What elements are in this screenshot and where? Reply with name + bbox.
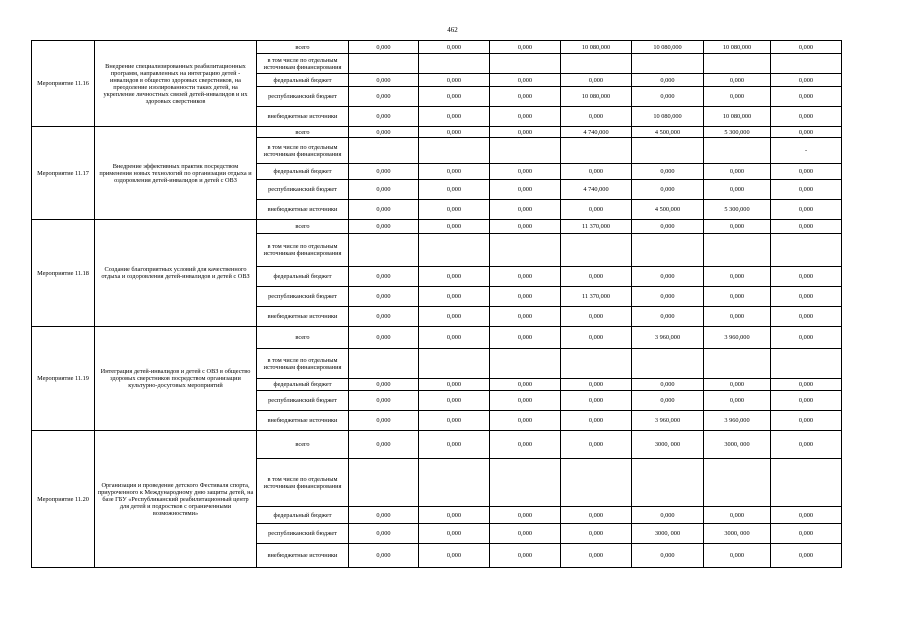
amount-cell: 3000, 000 (632, 524, 704, 544)
amount-cell: 0,000 (561, 307, 632, 327)
amount-cell: 3000, 000 (632, 431, 704, 459)
event-label: Мероприятие 11.16 (32, 41, 95, 127)
funding-source: республиканский бюджет (257, 391, 349, 411)
amount-cell: 11 370,000 (561, 287, 632, 307)
amount-cell: 0,000 (419, 41, 490, 54)
amount-cell (349, 234, 419, 267)
amount-cell: 0,000 (490, 379, 561, 391)
amount-cell: 0,000 (419, 544, 490, 568)
amount-cell (704, 459, 771, 507)
amount-cell: 5 300,000 (704, 200, 771, 220)
funding-source: внебюджетные источники (257, 200, 349, 220)
amount-cell: 0,000 (419, 180, 490, 200)
table-row (32, 220, 842, 234)
amount-cell: 10 080,000 (632, 107, 704, 127)
amount-cell: 0,000 (632, 87, 704, 107)
amount-cell: 0,000 (490, 544, 561, 568)
amount-cell: 0,000 (771, 544, 842, 568)
event-label: Мероприятие 11.20 (32, 431, 95, 568)
amount-cell: 0,000 (561, 431, 632, 459)
amount-cell: 0,000 (490, 107, 561, 127)
funding-source: внебюджетные источники (257, 411, 349, 431)
funding-source: федеральный бюджет (257, 267, 349, 287)
funding-source: всего (257, 327, 349, 349)
amount-cell (349, 459, 419, 507)
amount-cell: 0,000 (419, 524, 490, 544)
amount-cell: 10 080,000 (632, 41, 704, 54)
amount-cell: 0,000 (349, 507, 419, 524)
amount-cell: 0,000 (561, 379, 632, 391)
amount-cell (632, 459, 704, 507)
amount-cell: 0,000 (349, 220, 419, 234)
amount-cell: 0,000 (490, 87, 561, 107)
amount-cell: 0,000 (490, 327, 561, 349)
amount-cell: 0,000 (490, 220, 561, 234)
amount-cell: 0,000 (632, 287, 704, 307)
event-label: Мероприятие 11.18 (32, 220, 95, 327)
amount-cell: 0,000 (419, 307, 490, 327)
amount-cell (419, 54, 490, 74)
amount-cell: 0,000 (419, 164, 490, 180)
amount-cell: 0,000 (632, 164, 704, 180)
funding-source: всего (257, 220, 349, 234)
funding-source: в том числе по отдельным источникам финансирования (257, 459, 349, 507)
amount-cell (632, 234, 704, 267)
amount-cell: - (771, 138, 842, 164)
funding-source: всего (257, 41, 349, 54)
amount-cell: 0,000 (349, 327, 419, 349)
amount-cell: 0,000 (349, 180, 419, 200)
amount-cell: 0,000 (704, 180, 771, 200)
amount-cell: 4 740,000 (561, 180, 632, 200)
amount-cell: 0,000 (771, 391, 842, 411)
amount-cell: 0,000 (490, 200, 561, 220)
amount-cell: 0,000 (771, 41, 842, 54)
amount-cell: 3000, 000 (704, 431, 771, 459)
amount-cell: 0,000 (771, 524, 842, 544)
amount-cell: 10 080,000 (561, 41, 632, 54)
amount-cell: 0,000 (419, 287, 490, 307)
amount-cell: 0,000 (561, 391, 632, 411)
amount-cell: 0,000 (771, 107, 842, 127)
table-row (32, 41, 842, 54)
amount-cell: 5 300,000 (704, 127, 771, 138)
amount-cell (490, 234, 561, 267)
amount-cell: 0,000 (490, 41, 561, 54)
event-label: Мероприятие 11.19 (32, 327, 95, 431)
amount-cell: 0,000 (419, 200, 490, 220)
amount-cell: 0,000 (419, 87, 490, 107)
event-description: Интеграция детей-инвалидов и детей с ОВЗ в общество здоровых сверстников посредством организации культурно-досуговых мероприятий (95, 327, 257, 431)
amount-cell (561, 138, 632, 164)
amount-cell: 11 370,000 (561, 220, 632, 234)
event-description: Создание благоприятных условий для качественного отдыха и оздоровления детей-инвалидов и детей с ОВЗ (95, 220, 257, 327)
amount-cell: 0,000 (771, 431, 842, 459)
amount-cell: 0,000 (632, 74, 704, 87)
amount-cell: 0,000 (349, 411, 419, 431)
funding-source: всего (257, 127, 349, 138)
amount-cell: 0,000 (419, 507, 490, 524)
amount-cell (704, 234, 771, 267)
funding-source: федеральный бюджет (257, 164, 349, 180)
table-row (32, 431, 842, 459)
table-row (32, 127, 842, 138)
amount-cell: 0,000 (349, 391, 419, 411)
amount-cell: 0,000 (490, 431, 561, 459)
amount-cell (490, 459, 561, 507)
amount-cell (419, 234, 490, 267)
funding-source: внебюджетные источники (257, 544, 349, 568)
amount-cell: 0,000 (561, 200, 632, 220)
amount-cell: 0,000 (704, 507, 771, 524)
amount-cell: 0,000 (490, 127, 561, 138)
amount-cell: 0,000 (490, 411, 561, 431)
amount-cell: 0,000 (771, 164, 842, 180)
amount-cell: 0,000 (771, 220, 842, 234)
amount-cell (349, 138, 419, 164)
funding-source: федеральный бюджет (257, 379, 349, 391)
amount-cell (704, 349, 771, 379)
amount-cell (771, 54, 842, 74)
amount-cell: 0,000 (490, 164, 561, 180)
amount-cell: 0,000 (632, 391, 704, 411)
amount-cell: 0,000 (490, 180, 561, 200)
amount-cell: 0,000 (771, 200, 842, 220)
amount-cell (349, 54, 419, 74)
amount-cell (632, 54, 704, 74)
funding-source: республиканский бюджет (257, 287, 349, 307)
amount-cell: 0,000 (632, 379, 704, 391)
amount-cell: 0,000 (349, 74, 419, 87)
amount-cell (561, 459, 632, 507)
amount-cell: 3 960,000 (632, 327, 704, 349)
amount-cell (490, 54, 561, 74)
amount-cell: 0,000 (419, 379, 490, 391)
amount-cell: 0,000 (349, 524, 419, 544)
event-description: Внедрение специализированных реабилитационных программ, направленных на интеграцию детей - инвалидов в общество здоровых сверстников, на преодоление изолированности таких детей, на укрепление личностных связей детей-инвалидов и их здоровых сверстников (95, 41, 257, 127)
amount-cell: 0,000 (349, 544, 419, 568)
amount-cell: 3 960,000 (704, 327, 771, 349)
budget-table (31, 40, 842, 568)
amount-cell: 0,000 (349, 107, 419, 127)
amount-cell (490, 349, 561, 379)
amount-cell: 0,000 (771, 379, 842, 391)
amount-cell: 0,000 (771, 507, 842, 524)
amount-cell: 0,000 (771, 74, 842, 87)
amount-cell: 0,000 (561, 411, 632, 431)
funding-source: федеральный бюджет (257, 74, 349, 87)
amount-cell: 0,000 (632, 307, 704, 327)
amount-cell: 0,000 (490, 307, 561, 327)
event-description: Внедрение эффективных практик посредством применения новых технологий по организации отдыха и оздоровления детей-инвалидов и детей с ОВЗ (95, 127, 257, 220)
amount-cell: 0,000 (704, 544, 771, 568)
amount-cell: 0,000 (349, 431, 419, 459)
amount-cell: 0,000 (704, 391, 771, 411)
amount-cell: 0,000 (561, 524, 632, 544)
amount-cell: 0,000 (349, 200, 419, 220)
amount-cell: 0,000 (490, 287, 561, 307)
amount-cell: 0,000 (704, 164, 771, 180)
amount-cell (349, 349, 419, 379)
amount-cell: 0,000 (490, 524, 561, 544)
amount-cell: 0,000 (349, 41, 419, 54)
amount-cell (419, 459, 490, 507)
amount-cell: 4 740,000 (561, 127, 632, 138)
amount-cell: 4 500,000 (632, 200, 704, 220)
amount-cell (771, 349, 842, 379)
amount-cell: 4 500,000 (632, 127, 704, 138)
amount-cell: 0,000 (490, 507, 561, 524)
amount-cell (771, 234, 842, 267)
funding-source: внебюджетные источники (257, 307, 349, 327)
amount-cell: 0,000 (771, 307, 842, 327)
funding-source: в том числе по отдельным источникам финансирования (257, 234, 349, 267)
amount-cell (632, 138, 704, 164)
amount-cell (771, 459, 842, 507)
amount-cell: 0,000 (704, 87, 771, 107)
amount-cell: 0,000 (771, 287, 842, 307)
page-number: 462 (447, 26, 458, 34)
funding-source: республиканский бюджет (257, 524, 349, 544)
funding-source: в том числе по отдельным источникам финансирования (257, 54, 349, 74)
amount-cell: 0,000 (349, 379, 419, 391)
amount-cell: 0,000 (349, 164, 419, 180)
amount-cell (704, 54, 771, 74)
amount-cell: 0,000 (349, 287, 419, 307)
amount-cell (561, 349, 632, 379)
funding-source: внебюджетные источники (257, 107, 349, 127)
amount-cell: 0,000 (704, 307, 771, 327)
funding-source: всего (257, 431, 349, 459)
amount-cell: 3000, 000 (704, 524, 771, 544)
event-label: Мероприятие 11.17 (32, 127, 95, 220)
amount-cell: 0,000 (632, 180, 704, 200)
amount-cell: 0,000 (561, 74, 632, 87)
amount-cell: 0,000 (561, 267, 632, 287)
amount-cell: 0,000 (561, 164, 632, 180)
amount-cell: 0,000 (490, 267, 561, 287)
amount-cell: 0,000 (704, 74, 771, 87)
table-row (32, 327, 842, 349)
amount-cell (632, 349, 704, 379)
amount-cell (419, 138, 490, 164)
amount-cell: 0,000 (490, 391, 561, 411)
amount-cell: 0,000 (704, 220, 771, 234)
amount-cell: 0,000 (771, 127, 842, 138)
amount-cell (419, 349, 490, 379)
amount-cell: 0,000 (632, 220, 704, 234)
amount-cell: 0,000 (632, 544, 704, 568)
amount-cell (490, 138, 561, 164)
amount-cell: 0,000 (771, 411, 842, 431)
amount-cell: 0,000 (349, 267, 419, 287)
amount-cell: 0,000 (632, 267, 704, 287)
amount-cell (561, 54, 632, 74)
amount-cell: 3 960,000 (704, 411, 771, 431)
amount-cell: 0,000 (561, 327, 632, 349)
amount-cell: 0,000 (349, 127, 419, 138)
amount-cell: 0,000 (704, 267, 771, 287)
amount-cell: 0,000 (419, 107, 490, 127)
amount-cell: 0,000 (349, 87, 419, 107)
amount-cell (561, 234, 632, 267)
amount-cell: 3 960,000 (632, 411, 704, 431)
amount-cell (704, 138, 771, 164)
amount-cell: 0,000 (419, 220, 490, 234)
amount-cell: 0,000 (419, 411, 490, 431)
amount-cell: 0,000 (561, 544, 632, 568)
amount-cell: 0,000 (419, 74, 490, 87)
amount-cell: 0,000 (490, 74, 561, 87)
amount-cell: 0,000 (419, 327, 490, 349)
amount-cell: 0,000 (704, 379, 771, 391)
amount-cell: 0,000 (419, 127, 490, 138)
amount-cell: 10 080,000 (704, 107, 771, 127)
funding-source: республиканский бюджет (257, 87, 349, 107)
amount-cell: 0,000 (419, 431, 490, 459)
amount-cell: 0,000 (771, 267, 842, 287)
amount-cell: 0,000 (771, 180, 842, 200)
amount-cell: 0,000 (561, 507, 632, 524)
funding-source: республиканский бюджет (257, 180, 349, 200)
amount-cell: 0,000 (771, 87, 842, 107)
amount-cell: 0,000 (771, 327, 842, 349)
funding-source: в том числе по отдельным источникам финансирования (257, 138, 349, 164)
amount-cell: 0,000 (349, 307, 419, 327)
event-description: Организация и проведение детского Фестиваля спорта, приуроченного к Международному дню защиты детей, на базе ГБУ «Республиканский реабилитационный центр для детей и подростков с ограниченными возможностями» (95, 431, 257, 568)
amount-cell: 10 080,000 (561, 87, 632, 107)
amount-cell: 10 080,000 (704, 41, 771, 54)
amount-cell: 0,000 (419, 391, 490, 411)
amount-cell: 0,000 (561, 107, 632, 127)
amount-cell: 0,000 (632, 507, 704, 524)
amount-cell: 0,000 (419, 267, 490, 287)
funding-source: федеральный бюджет (257, 507, 349, 524)
funding-source: в том числе по отдельным источникам финансирования (257, 349, 349, 379)
amount-cell: 0,000 (704, 287, 771, 307)
